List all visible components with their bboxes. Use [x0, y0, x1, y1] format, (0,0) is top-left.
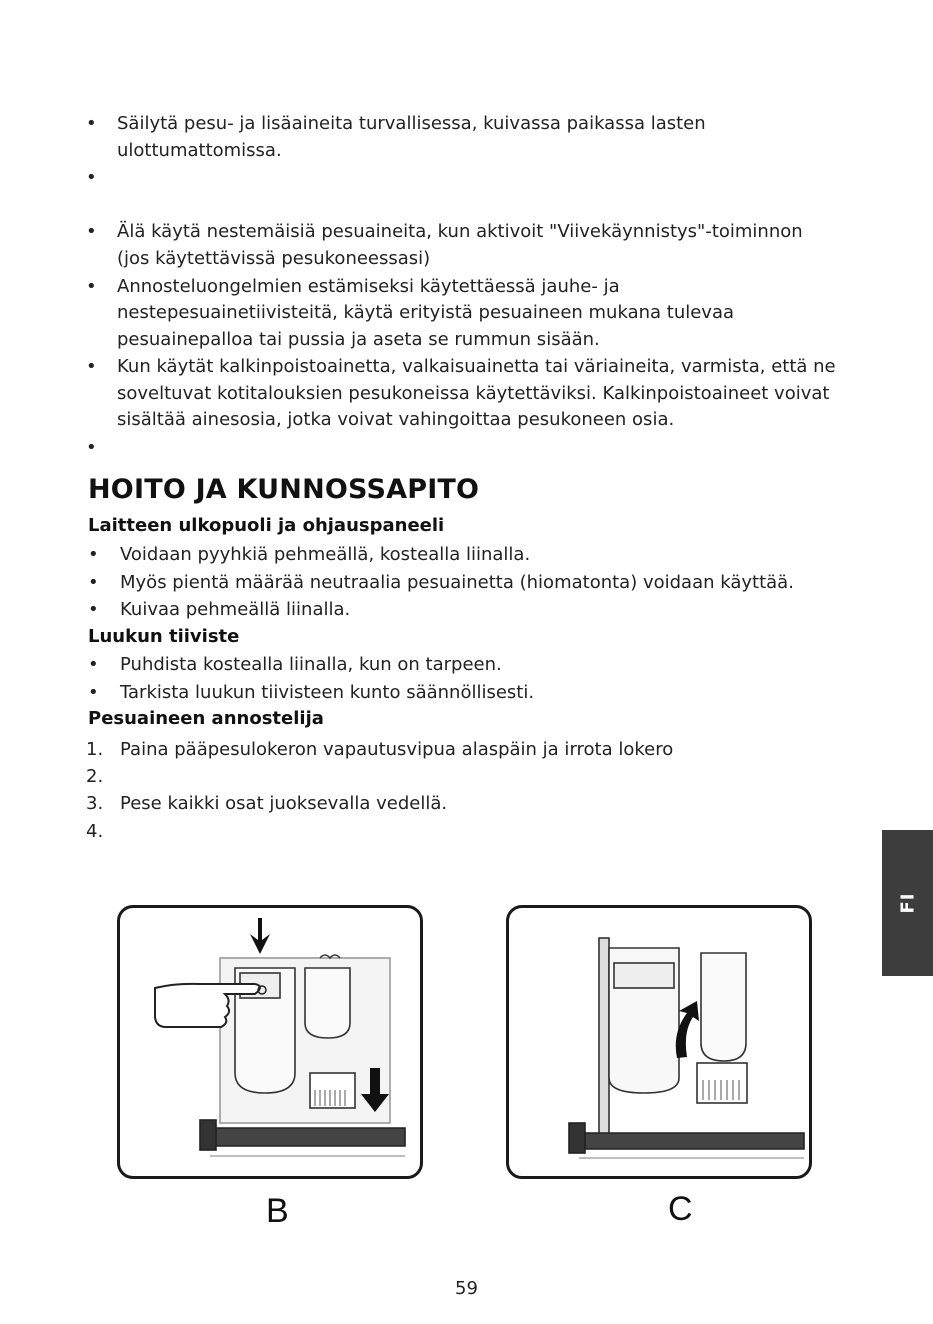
language-tab-label: FI	[897, 892, 918, 914]
door-seal-item-1: Puhdista kostealla liinalla, kun on tarpeen.	[120, 654, 502, 675]
bullet-marker: •	[86, 221, 97, 242]
step-number: 4.	[86, 821, 104, 842]
bullet-marker: •	[86, 167, 97, 188]
figure-c-illustration	[506, 905, 812, 1179]
subheading-exterior: Laitteen ulkopuoli ja ohjauspaneeli	[88, 515, 445, 536]
figure-b-illustration	[117, 905, 423, 1179]
bullet-marker: •	[88, 572, 99, 593]
subheading-dispenser: Pesuaineen annostelija	[88, 708, 324, 729]
step-number: 3.	[86, 793, 104, 814]
bullet-5-line-1: Kun käytät kalkinpoistoainetta, valkaisuainetta tai väriaineita, varmista, että ne	[117, 356, 836, 377]
bullet-3-line-1: Älä käytä nestemäisiä pesuaineita, kun aktivoit "Viivekäynnistys"-toiminnon	[117, 221, 803, 242]
bullet-marker: •	[88, 654, 99, 675]
exterior-item-3: Kuivaa pehmeällä liinalla.	[120, 599, 351, 620]
bullet-marker: •	[86, 356, 97, 377]
bullet-marker: •	[88, 544, 99, 565]
bullet-1-line-1: Säilytä pesu- ja lisäaineita turvallisessa, kuivassa paikassa lasten	[117, 113, 706, 134]
exterior-item-1: Voidaan pyyhkiä pehmeällä, kostealla liinalla.	[120, 544, 531, 565]
subheading-door-seal: Luukun tiiviste	[88, 626, 240, 647]
bullet-marker: •	[86, 276, 97, 297]
step-text: Paina pääpesulokeron vapautusvipua alaspäin ja irrota lokero	[120, 739, 674, 760]
language-tab	[882, 830, 933, 976]
bullet-5-line-2: soveltuvat kotitalouksien pesukoneissa käytettäviksi. Kalkinpoistoaineet voivat	[117, 383, 830, 404]
dispenser-drawer-c-icon	[509, 908, 809, 1176]
bullet-4-line-2: nestepesuainetiivisteitä, käytä erityistä pesuaineen mukana tulevaa	[117, 302, 735, 323]
bullet-4-line-3: pesuainepalloa tai pussia ja aseta se rummun sisään.	[117, 329, 600, 350]
bullet-marker: •	[88, 599, 99, 620]
step-number: 1.	[86, 739, 104, 760]
step-number: 2.	[86, 766, 104, 787]
figure-b-label: B	[266, 1192, 289, 1230]
bullet-marker: •	[86, 437, 97, 458]
bullet-5-line-3: sisältää ainesosia, jotka voivat vahingoittaa pesukoneen osia.	[117, 409, 675, 430]
bullet-1-line-2: ulottumattomissa.	[117, 140, 282, 161]
step-text: Pese kaikki osat juoksevalla vedellä.	[120, 793, 448, 814]
bullet-4-line-1: Annosteluongelmien estämiseksi käytettäessä jauhe- ja	[117, 276, 620, 297]
bullet-marker: •	[86, 113, 97, 134]
door-seal-item-2: Tarkista luukun tiivisteen kunto säännöllisesti.	[120, 682, 535, 703]
bullet-marker: •	[88, 682, 99, 703]
exterior-item-2: Myös pientä määrää neutraalia pesuainetta (hiomatonta) voidaan käyttää.	[120, 572, 794, 593]
dispenser-drawer-b-icon	[120, 908, 420, 1176]
page-number: 59	[455, 1278, 478, 1299]
figure-c-label: C	[668, 1190, 693, 1228]
bullet-3-line-2: (jos käytettävissä pesukoneessasi)	[117, 248, 431, 269]
section-title: HOITO JA KUNNOSSAPITO	[88, 474, 480, 505]
